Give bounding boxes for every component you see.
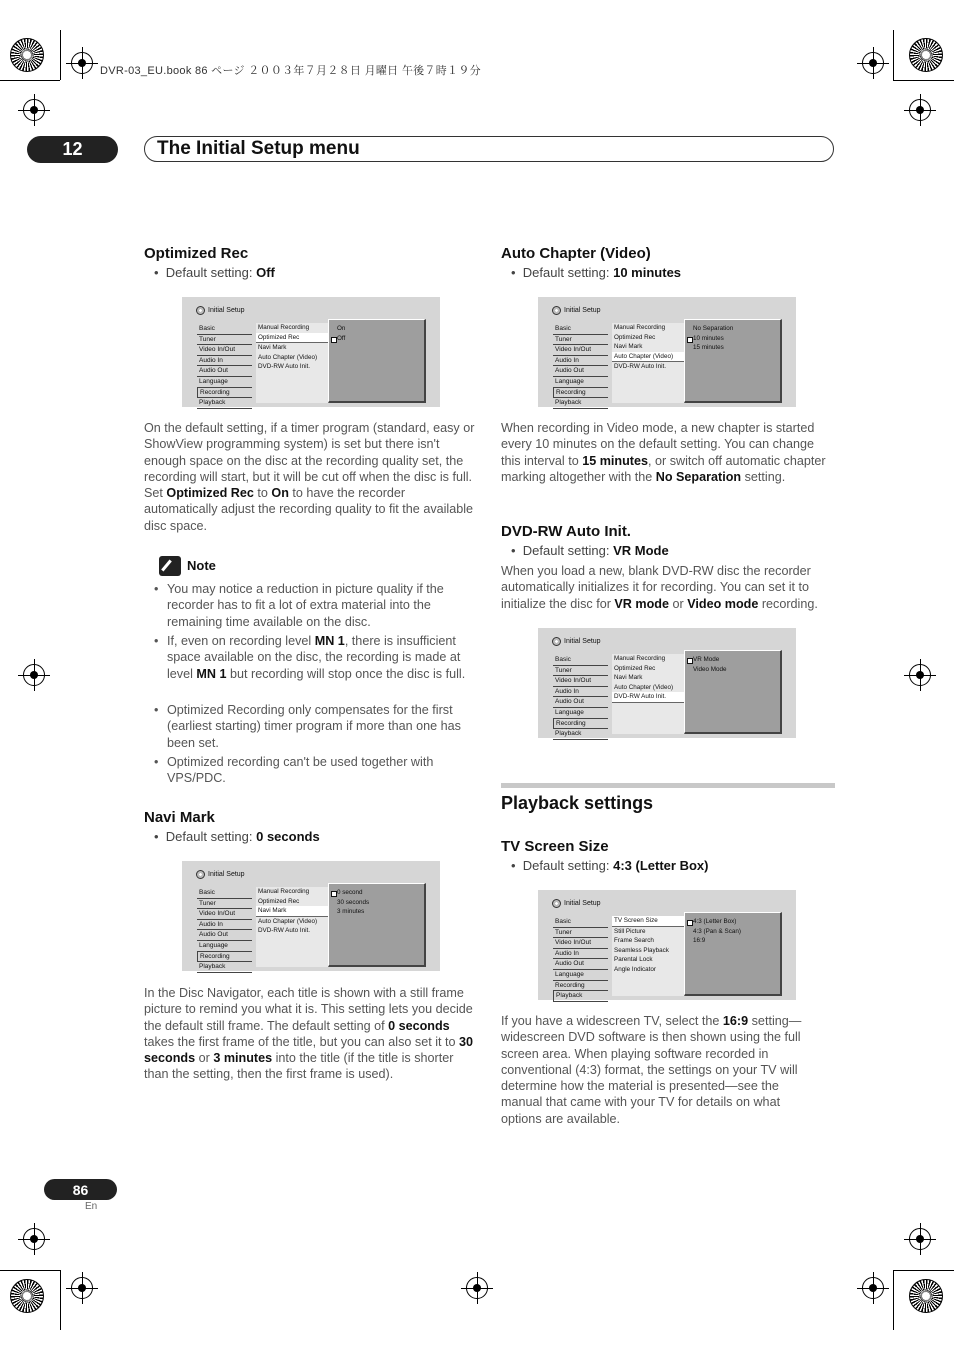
- menu-item-selected: Recording: [553, 388, 608, 399]
- mid-item: Optimized Rec: [258, 897, 300, 905]
- mid-item-selected: TV Screen Size: [612, 916, 684, 927]
- menu-item: Basic: [553, 324, 608, 335]
- option-item: 16:9: [693, 937, 706, 945]
- crop-line: [893, 1270, 954, 1271]
- menu-item: Playback: [553, 729, 608, 740]
- screen-options-panel: [328, 319, 426, 403]
- tv-screen-screen: [538, 890, 796, 1000]
- menu-item: Playback: [553, 398, 608, 409]
- disc-icon: [196, 870, 205, 879]
- option-item-selected: 10 minutes: [685, 334, 780, 344]
- screen-options-panel: [328, 883, 426, 967]
- auto-chapter-default: • Default setting: 10 minutes: [511, 265, 682, 280]
- auto-chapter-heading: Auto Chapter (Video): [501, 245, 651, 262]
- book-file-info: DVR-03_EU.book 86 ページ ２００３年７月２８日 月曜日 午後７時１９分: [100, 65, 481, 77]
- mid-item-selected: Optimized Rec: [256, 333, 328, 344]
- optimized-rec-paragraph: [144, 420, 477, 534]
- text: to have the recorder automatically adjust the recording quality to fit the available disc space.: [144, 486, 474, 533]
- screen-title-text: Initial Setup: [564, 638, 601, 645]
- chapter-number-badge: 12: [27, 136, 118, 163]
- auto-chapter-paragraph: [501, 420, 836, 485]
- mid-item: Manual Recording: [614, 655, 666, 662]
- mid-item: Navi Mark: [258, 344, 287, 352]
- option-item-selected: Off: [329, 334, 424, 344]
- registration-starburst-icon: [10, 38, 44, 72]
- registration-starburst-icon: [909, 38, 943, 72]
- screen-title-text: Initial Setup: [564, 307, 601, 314]
- option-item-selected: 4:3 (Letter Box): [685, 917, 780, 927]
- menu-item: Recording: [553, 981, 608, 992]
- text: In the Disc Navigator, each title is shown with a still frame picture to remind you what it is. This setting lets you decide the default still frame. The default setting of: [144, 986, 473, 1033]
- text: Optimized recording can't be used together with VPS/PDC.: [167, 755, 434, 786]
- default-prefix: Default setting:: [165, 265, 257, 280]
- text: recording.: [758, 596, 818, 611]
- menu-item: Audio Out: [553, 959, 608, 970]
- mid-item: DVD-RW Auto Init.: [614, 363, 667, 371]
- crop-line: [60, 1270, 61, 1330]
- dvdrw-init-heading: DVD-RW Auto Init.: [501, 523, 631, 540]
- menu-item: Basic: [197, 888, 252, 899]
- option-item: Video Mode: [693, 665, 727, 673]
- dvdrw-init-default: • Default setting: VR Mode: [511, 543, 669, 558]
- option-item-selected: VR Mode: [685, 655, 780, 665]
- screen-left-menu: [553, 917, 608, 1002]
- playback-settings-heading: Playback settings: [501, 793, 654, 813]
- menu-item-selected: Recording: [553, 719, 608, 730]
- screen-title-text: Initial Setup: [208, 307, 245, 314]
- mid-item: Parental Lock: [614, 956, 653, 964]
- menu-item: Audio In: [553, 687, 608, 698]
- registration-starburst-icon: [909, 1279, 943, 1313]
- text-bold: 3 minutes: [213, 1051, 273, 1066]
- text: If, even on recording level: [167, 634, 315, 648]
- mid-item: Optimized Rec: [614, 664, 656, 672]
- text: or: [669, 596, 688, 611]
- tv-screen-heading: TV Screen Size: [501, 838, 609, 855]
- note-heading: Note: [187, 558, 216, 573]
- disc-icon: [552, 899, 561, 908]
- chapter-title-text: The Initial Setup menu: [157, 138, 360, 159]
- text-bold: Video mode: [687, 596, 759, 611]
- menu-item-selected: Recording: [197, 388, 252, 399]
- menu-item: Tuner: [553, 928, 608, 939]
- mid-item: Still Picture: [614, 927, 646, 935]
- text-bold: MN 1: [196, 666, 227, 681]
- menu-item: Video In/Out: [197, 345, 252, 356]
- text-block: [167, 633, 476, 682]
- text: When you load a new, blank DVD-RW disc the recorder automatically initializes it for recording. You can set it to initialize the disc for: [501, 564, 811, 611]
- registration-crosshair-icon: [909, 664, 931, 686]
- menu-item: Audio In: [197, 356, 252, 367]
- text: to: [253, 486, 272, 501]
- mid-item-selected: Navi Mark: [256, 906, 328, 917]
- registration-crosshair-icon: [71, 52, 93, 74]
- text: You may notice a reduction in picture quality if the recorder has to fit a lot of extra material into the remaining time available on the disc.: [167, 582, 444, 629]
- screen-middle-menu: [612, 654, 685, 734]
- note-item: • You may notice a reduction in picture quality if the recorder has to fit a lot of extra material into the remaining time available on the disc.: [154, 581, 476, 630]
- mid-item: Navi Mark: [614, 674, 643, 682]
- disc-icon: [552, 306, 561, 315]
- menu-item-selected: Playback: [553, 991, 608, 1002]
- option-item: 3 minutes: [337, 908, 365, 916]
- text-bold: 30 seconds: [144, 1034, 474, 1066]
- menu-item: Audio Out: [197, 366, 252, 377]
- menu-item: Language: [553, 708, 608, 719]
- menu-item: Audio In: [553, 949, 608, 960]
- text: , there is insufficient space available on the disc, the recording is made at level: [167, 634, 461, 681]
- crop-line: [893, 30, 894, 80]
- auto-chapter-screen: [538, 297, 796, 407]
- optimized-rec-default: • Default setting: Off: [154, 265, 275, 280]
- screen-options-panel: [684, 912, 782, 996]
- mid-item: Optimized Rec: [614, 333, 656, 341]
- screen-title: [552, 637, 601, 646]
- menu-item: Tuner: [553, 666, 608, 677]
- text: If you have a widescreen TV, select the: [501, 1014, 723, 1028]
- mid-item: Angle Indicator: [614, 965, 657, 973]
- mid-item: DVD-RW Auto Init.: [258, 363, 311, 371]
- mid-item-selected: DVD-RW Auto Init.: [612, 692, 684, 703]
- menu-item: Audio Out: [197, 930, 252, 941]
- screen-left-menu: [553, 655, 608, 740]
- navi-mark-default: • Default setting: 0 seconds: [154, 829, 320, 844]
- text-bold: No Separation: [655, 469, 742, 484]
- menu-item: Language: [553, 377, 608, 388]
- text: Optimized Recording only compensates for the first (earliest starting) timer program if more than one has been set.: [167, 703, 461, 750]
- screen-title-text: Initial Setup: [208, 871, 245, 878]
- screen-left-menu: [197, 324, 252, 409]
- option-item: No Separation: [693, 325, 734, 332]
- page-number-badge: 86: [44, 1179, 117, 1200]
- text-bold: 15 minutes: [582, 453, 648, 468]
- text: takes the first frame of the title, but you can also set it to: [144, 1034, 459, 1049]
- option-item-selected: 0 second: [329, 888, 424, 898]
- text: setting.: [741, 469, 786, 484]
- option-item: 15 minutes: [693, 344, 724, 352]
- screen-options-panel: [684, 650, 782, 734]
- crop-line: [0, 1270, 60, 1271]
- navi-mark-paragraph: [144, 985, 477, 1083]
- tv-screen-paragraph: [501, 1013, 823, 1127]
- registration-crosshair-icon: [909, 99, 931, 121]
- optimized-rec-heading: Optimized Rec: [144, 245, 249, 262]
- mid-item: Auto Chapter (Video): [258, 917, 318, 925]
- screen-title-text: Initial Setup: [564, 900, 601, 907]
- note-item: • Optimized recording can't be used together with VPS/PDC.: [154, 754, 476, 787]
- tv-screen-default: • Default setting: 4:3 (Letter Box): [511, 858, 709, 873]
- default-value: Off: [256, 265, 275, 280]
- screen-middle-menu: [612, 916, 685, 996]
- crop-line: [0, 80, 60, 81]
- registration-crosshair-icon: [862, 52, 884, 74]
- mid-item: Frame Search: [614, 937, 654, 945]
- navi-mark-heading: Navi Mark: [144, 809, 215, 826]
- screen-left-menu: [197, 888, 252, 973]
- text-bold: On: [271, 486, 289, 501]
- option-item: 30 seconds: [337, 898, 370, 906]
- note-pencil-icon: [159, 556, 181, 576]
- screen-title: [552, 306, 601, 315]
- default-value: 0 seconds: [256, 829, 320, 844]
- menu-item: Audio In: [197, 920, 252, 931]
- crop-line: [893, 80, 954, 81]
- default-value: VR Mode: [613, 543, 669, 558]
- registration-crosshair-icon: [909, 1228, 931, 1250]
- default-prefix: Default setting:: [522, 858, 614, 873]
- registration-starburst-icon: [10, 1279, 44, 1313]
- registration-crosshair-icon: [23, 99, 45, 121]
- menu-item: Language: [197, 377, 252, 388]
- mid-item: Auto Chapter (Video): [614, 683, 674, 691]
- navi-mark-screen: [182, 861, 440, 971]
- mid-item: Navi Mark: [614, 343, 643, 351]
- menu-item: Video In/Out: [553, 345, 608, 356]
- text-bold: Optimized Rec: [166, 486, 254, 501]
- registration-crosshair-icon: [23, 1228, 45, 1250]
- mid-item: Auto Chapter (Video): [258, 353, 318, 361]
- menu-item: Tuner: [197, 335, 252, 346]
- default-prefix: Default setting:: [522, 543, 614, 558]
- screen-middle-menu: [256, 887, 329, 967]
- menu-item: Playback: [197, 962, 252, 973]
- text-bold: 0 seconds: [388, 1018, 450, 1033]
- default-value: 4:3 (Letter Box): [613, 858, 709, 873]
- mid-item-selected: Auto Chapter (Video): [612, 352, 684, 363]
- mid-item: Manual Recording: [258, 888, 310, 895]
- default-prefix: Default setting:: [522, 265, 614, 280]
- note-item: • If, even on recording level MN 1, there is insufficient space available on the disc, the recording is made at level MN 1 but recording will stop once the disc is full.: [154, 633, 476, 682]
- screen-title: [552, 899, 601, 908]
- text-bold: MN 1: [314, 634, 345, 648]
- text: , or switch off automatic chapter marking altogether with the: [501, 453, 826, 484]
- menu-item: Language: [197, 941, 252, 952]
- chapter-title: [144, 136, 834, 162]
- crop-line: [893, 1270, 894, 1330]
- mid-item: Manual Recording: [614, 324, 666, 331]
- disc-icon: [196, 306, 205, 315]
- screen-middle-menu: [612, 323, 685, 403]
- menu-item: Tuner: [197, 899, 252, 910]
- page-language: En: [85, 1201, 98, 1212]
- crop-line: [60, 30, 61, 80]
- optimized-rec-screen: [182, 297, 440, 407]
- text: or: [195, 1051, 214, 1066]
- menu-item-selected: Recording: [197, 952, 252, 963]
- section-divider: [501, 783, 835, 788]
- option-item: On: [337, 325, 346, 332]
- text: On the default setting, if a timer program (standard, easy or ShowView programming system) is set but there isn't enough space on the disc at the recording quality set, the recording will start, but it will be cut off when the disc is full. Set: [144, 421, 475, 501]
- menu-item: Video In/Out: [197, 909, 252, 920]
- screen-left-menu: [553, 324, 608, 409]
- text: into the title (if the title is shorter than the setting, then the first frame is used).: [144, 1051, 454, 1082]
- registration-crosshair-icon: [71, 1277, 93, 1299]
- menu-item: Video In/Out: [553, 676, 608, 687]
- mid-item: DVD-RW Auto Init.: [258, 927, 311, 935]
- menu-item: Basic: [553, 917, 608, 928]
- disc-icon: [552, 637, 561, 646]
- menu-item: Language: [553, 970, 608, 981]
- text-bold: 16:9: [722, 1014, 749, 1028]
- dvdrw-init-screen: [538, 628, 796, 738]
- menu-item: Audio Out: [553, 697, 608, 708]
- menu-item: Tuner: [553, 335, 608, 346]
- menu-item: Basic: [197, 324, 252, 335]
- dvdrw-init-paragraph: [501, 563, 837, 612]
- screen-title: [196, 306, 245, 315]
- menu-item: Audio Out: [553, 366, 608, 377]
- menu-item: Video In/Out: [553, 938, 608, 949]
- default-value: 10 minutes: [613, 265, 682, 280]
- screen-middle-menu: [256, 323, 329, 403]
- note-item: • Optimized Recording only compensates for the first (earliest starting) timer program if more than one has been set.: [154, 702, 476, 751]
- registration-crosshair-icon: [466, 1277, 488, 1299]
- mid-item: Seamless Playback: [614, 946, 669, 954]
- registration-crosshair-icon: [23, 664, 45, 686]
- mid-item: Manual Recording: [258, 324, 310, 331]
- text-bold: VR mode: [614, 596, 669, 611]
- menu-item: Playback: [197, 398, 252, 409]
- default-prefix: Default setting:: [165, 829, 257, 844]
- registration-crosshair-icon: [862, 1277, 884, 1299]
- text: When recording in Video mode, a new chapter is started every 10 minutes on the default setting. You can change this interval to: [501, 421, 815, 468]
- option-item: 4:3 (Pan & Scan): [693, 927, 741, 935]
- menu-item: Audio In: [553, 356, 608, 367]
- menu-item: Basic: [553, 655, 608, 666]
- screen-options-panel: [684, 319, 782, 403]
- text: but recording will stop once the disc is full.: [226, 666, 466, 681]
- text: setting—widescreen DVD software is then shown using the full screen area. When playing software recorded in conventional (4:3) format, the settings on your TV will determine how the material is presented—see the manual that came with your TV for details on what options are available.: [501, 1014, 802, 1126]
- screen-title: [196, 870, 245, 879]
